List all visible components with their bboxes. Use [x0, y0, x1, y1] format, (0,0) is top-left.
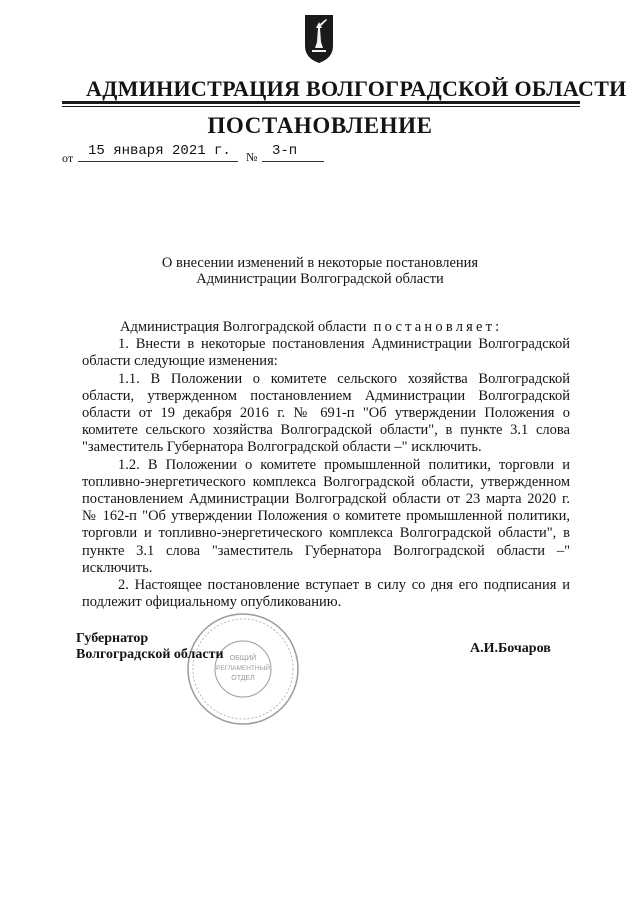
preamble-prefix: Администрация Волгоградской области [120, 319, 367, 335]
document-subject [120, 255, 520, 287]
subject-line-1: О внесении изменений в некоторые постановления [161, 255, 479, 271]
paragraph-1-1: 1.1. В Положении о комитете сельского хозяйства Волгоградской области, утвержденном постановлением Администрации Волгоградской области от 19 декабря 2016 г. № 691-п "Об утверждении Положения о комитете сельского хозяйства Волгоградской области", в пункте 3.1 слова "заместитель Губернатора Волгоградской области –" исключить. [82, 370, 570, 456]
coat-of-arms-icon [304, 14, 334, 64]
date-underline [78, 161, 238, 162]
document-body [82, 319, 570, 611]
number-label: № [246, 150, 258, 164]
subject-line-2: Администрации Волгоградской области [196, 271, 444, 287]
organization-title: АДМИНИСТРАЦИЯ ВОЛГОГРАДСКОЙ ОБЛАСТИ [86, 76, 627, 101]
date-value: 15 января 2021 г. [88, 143, 231, 159]
preamble-resolves: постановляет: [373, 319, 503, 335]
signer-name: А.И.Бочаров [470, 641, 551, 656]
stamp-line-1: ОБЩИЙ [229, 655, 257, 662]
header-rule-thick [62, 101, 580, 104]
paragraph-2: 2. Настоящее постановление вступает в силу со дня его подписания и подлежит официальному опубликованию. [82, 577, 570, 611]
header-rule-thin [62, 106, 580, 107]
signer-title-line-1: Губернатор [76, 631, 149, 646]
number-underline [262, 161, 324, 162]
paragraph-1: 1. Внести в некоторые постановления Администрации Волгоградской области следующие изменения: [82, 336, 570, 370]
paragraph-1-2: 1.2. В Положении о комитете промышленной политики, торговли и топливно-энергетического комплекса Волгоградской области, утвержденном постановлением Администрации Волгоградской области от 23 марта 2020 г. № 162-п "Об утверждении Положения о комитете промышленной политики, торговли и топливно-энергетического комплекса Волгоградской области", в пункте 3.1 слова "заместитель Губернатора Волгоградской области –" исключить. [82, 456, 570, 576]
stamp-line-3: ОТДЕЛ [231, 675, 255, 682]
preamble [82, 319, 570, 336]
number-value: 3-п [272, 143, 298, 159]
stamp-line-2: РЕГЛАМЕНТНЫЙ [216, 665, 270, 672]
date-label: от [62, 151, 74, 165]
signer-title-line-2: Волгоградской области [76, 647, 224, 662]
official-stamp [186, 612, 300, 726]
signer-title [76, 631, 224, 663]
document-type: ПОСТАНОВЛЕНИЕ [207, 113, 433, 138]
